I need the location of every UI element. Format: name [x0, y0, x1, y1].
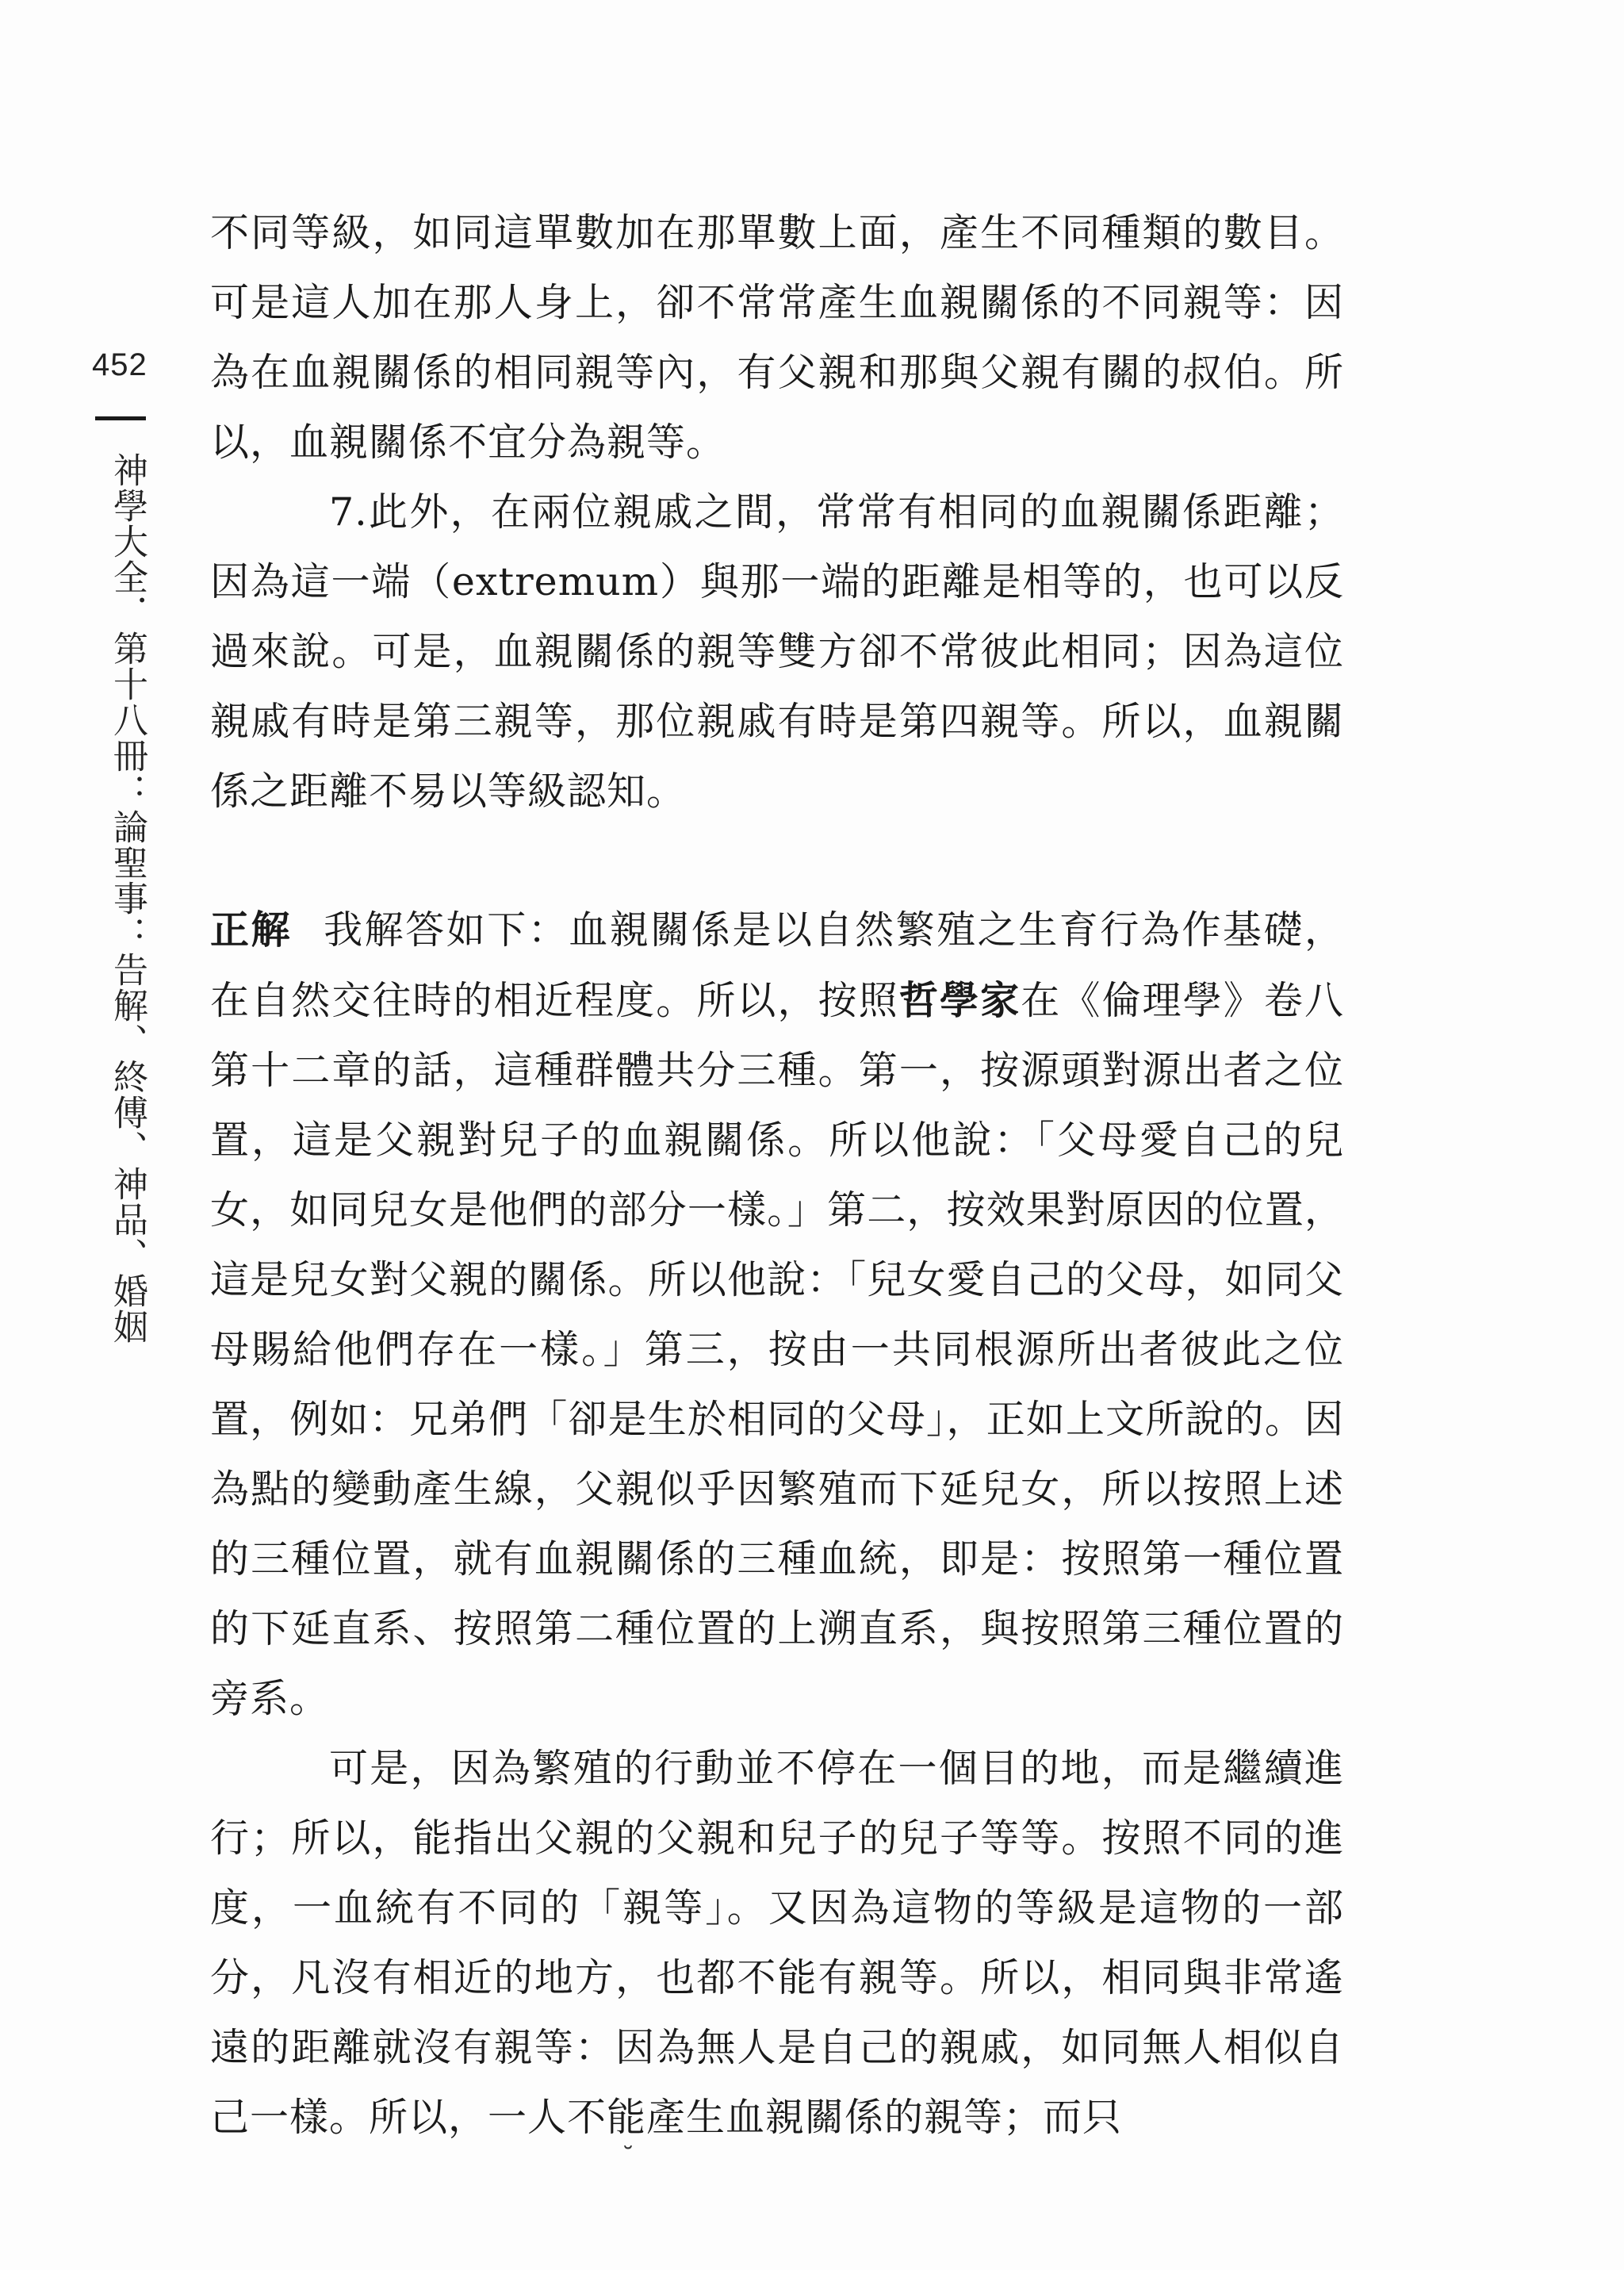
answer-label: 正解: [210, 907, 293, 953]
paragraph-objection-7: 7.此外，在兩位親戚之間，常常有相同的血親關係距離；因為這一端（extremum）與那一端的距離是相等的，也可以反過來說。可是，血親關係的親等雙方卻不常彼此相同；因為這位親戚有時是第三親等，那位親戚有時是第四親等。所以，血親關係之距離不易以等級認知。: [210, 489, 1344, 814]
running-head: 神學大全．第十八冊：論聖事：告解、終傅、神品、婚姻: [107, 452, 147, 1344]
answer-philosopher: 哲學家: [898, 977, 1021, 1023]
margin-rule: [95, 416, 146, 420]
paragraph-degrees: 可是，因為繁殖的行動並不停在一個目的地，而是繼續進行；所以，能指出父親的父親和兒子的兒子等等。按照不同的進度，一血統有不同的「親等」。又因為這物的等級是這物的一部分，凡沒有相近的地方，也都不能有親等。所以，相同與非常遙遠的距離就沒有親等：因為無人是自己的親戚，如同無人相似自己一樣。所以，一人不能產生血親關係的親等；而只: [210, 1746, 1344, 2140]
body-text: [210, 198, 1344, 2153]
page-number: 452: [92, 347, 147, 382]
answer-text-2: 在《倫理學》卷八第十二章的話，這種群體共分三種。第一，按源頭對源出者之位置，這是父親對兒子的血親關係。所以他說：「父母愛自己的兒女，如同兒女是他們的部分一樣。」第二，按效果對原因的位置，這是兒女對父親的關係。所以他說：「兒女愛自己的父母，如同父母賜給他們存在一樣。」第三，按由一共同根源所出者彼此之位置，例如：兄弟們「卻是生於相同的父母」，正如上文所說的。因為點的變動產生線，父親似乎因繁殖而下延兒女，所以按照上述的三種位置，就有血親關係的三種血統，即是：按照第一種位置的下延直系、按照第二種位置的上溯直系，與按照第三種位置的旁系。: [210, 978, 1344, 1721]
paragraph-answer: [210, 895, 1344, 1734]
scan-speck: ˘: [622, 2142, 634, 2172]
answer-text-1: 我解答如下：血親關係是以自然繁殖之生育行為作基礎，在自然交往時的相近程度。所以，按照: [210, 907, 1344, 1023]
paragraph-continued: 不同等級，如同這單數加在那單數上面，產生不同種類的數目。可是這人加在那人身上，卻不常常產生血親關係的不同親等：因為在血親關係的相同親等內，有父親和那與父親有關的叔伯。所以，血親關係不宜分為親等。: [210, 210, 1344, 465]
